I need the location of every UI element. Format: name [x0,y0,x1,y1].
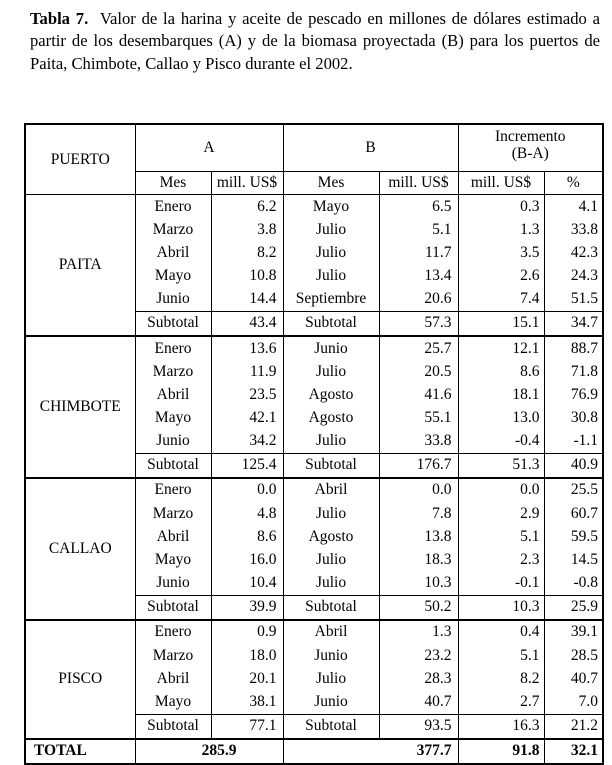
inc-value-cell: 8.2 [458,667,544,690]
mes-a-cell: Mayo [135,265,211,288]
mes-b-cell: Agosto [283,525,379,548]
value-a-cell: 0.9 [211,620,283,644]
inc-value-cell: 12.1 [458,336,544,360]
inc-pct-cell: 76.9 [544,383,603,406]
value-b-cell: 13.8 [379,525,458,548]
subtotal-value-b-cell: 176.7 [379,453,458,478]
inc-value-cell: 3.5 [458,241,544,264]
value-b-cell: 18.3 [379,548,458,571]
inc-value-cell: 0.0 [458,478,544,502]
header-inc-line1: Incremento [494,128,566,145]
inc-pct-cell: 42.3 [544,241,603,264]
mes-b-cell: Agosto [283,383,379,406]
inc-pct-cell: 28.5 [544,644,603,667]
mes-a-cell: Enero [135,195,211,219]
subtotal-inc-pct-cell: 34.7 [544,311,603,336]
caption-text: Valor de la harina y aceite de pescado en millones de dólares estimado a partir de los desembarques (A) y de la biomasa proyectada (B) para los puertos de Paita, Chimbote, Callao y Pisco durante el 2002. [30,9,601,73]
inc-value-cell: 2.6 [458,265,544,288]
value-b-cell: 25.7 [379,336,458,360]
inc-value-cell: -0.4 [458,430,544,454]
header-row-1 [25,124,603,172]
subtotal-inc-value-cell: 51.3 [458,453,544,478]
header-inc-line2: (B-A) [511,145,549,162]
mes-a-cell: Marzo [135,502,211,525]
total-a: 285.9 [135,739,283,764]
inc-pct-cell: 40.7 [544,667,603,690]
value-a-cell: 16.0 [211,548,283,571]
inc-value-cell: 2.3 [458,548,544,571]
header-a: A [135,124,283,172]
mes-a-cell: Abril [135,383,211,406]
value-b-cell: 1.3 [379,620,458,644]
data-table [24,123,604,765]
value-b-cell: 55.1 [379,407,458,430]
inc-pct-cell: 30.8 [544,407,603,430]
header-b: B [283,124,458,172]
port-name: PISCO [25,620,135,739]
mes-a-cell: Abril [135,667,211,690]
port-name: CALLAO [25,478,135,620]
inc-pct-cell: 24.3 [544,265,603,288]
subtotal-mes-b-cell: Subtotal [283,714,379,739]
subtotal-mes-a-cell: Subtotal [135,311,211,336]
mes-a-cell: Abril [135,525,211,548]
mes-b-cell: Julio [283,360,379,383]
inc-value-cell: 0.4 [458,620,544,644]
value-a-cell: 10.8 [211,265,283,288]
subtotal-mes-a-cell: Subtotal [135,453,211,478]
inc-pct-cell: 88.7 [544,336,603,360]
subtotal-inc-pct-cell: 40.9 [544,453,603,478]
inc-pct-cell: 71.8 [544,360,603,383]
header-mes-b: Mes [283,172,379,195]
mes-a-cell: Mayo [135,548,211,571]
header-incremento [458,124,603,172]
value-a-cell: 8.2 [211,241,283,264]
mes-a-cell: Junio [135,288,211,312]
mes-b-cell: Abril [283,478,379,502]
value-b-cell: 41.6 [379,383,458,406]
value-a-cell: 6.2 [211,195,283,219]
mes-b-cell: Agosto [283,407,379,430]
value-a-cell: 10.4 [211,572,283,596]
inc-value-cell: 7.4 [458,288,544,312]
mes-b-cell: Julio [283,572,379,596]
mes-b-cell: Mayo [283,195,379,219]
table-caption [30,8,600,75]
value-a-cell: 11.9 [211,360,283,383]
value-b-cell: 11.7 [379,241,458,264]
total-label: TOTAL [25,739,135,764]
inc-value-cell: 13.0 [458,407,544,430]
mes-b-cell: Julio [283,667,379,690]
value-b-cell: 20.6 [379,288,458,312]
subtotal-inc-pct-cell: 25.9 [544,595,603,620]
value-a-cell: 20.1 [211,667,283,690]
caption-label: Tabla 7. [30,9,89,28]
header-mill-b: mill. US$ [379,172,458,195]
value-a-cell: 14.4 [211,288,283,312]
value-b-cell: 40.7 [379,690,458,714]
mes-b-cell: Junio [283,336,379,360]
value-a-cell: 34.2 [211,430,283,454]
header-mill-a: mill. US$ [211,172,283,195]
value-a-cell: 13.6 [211,336,283,360]
value-a-cell: 3.8 [211,218,283,241]
inc-pct-cell: 14.5 [544,548,603,571]
inc-pct-cell: 4.1 [544,195,603,219]
subtotal-value-a-cell: 39.9 [211,595,283,620]
table-row [25,478,603,502]
mes-a-cell: Enero [135,336,211,360]
mes-b-cell: Julio [283,548,379,571]
mes-b-cell: Julio [283,430,379,454]
mes-b-cell: Julio [283,502,379,525]
mes-b-cell: Junio [283,690,379,714]
value-a-cell: 38.1 [211,690,283,714]
total-row [25,739,603,764]
mes-a-cell: Marzo [135,644,211,667]
inc-pct-cell: -0.8 [544,572,603,596]
inc-pct-cell: 39.1 [544,620,603,644]
mes-a-cell: Enero [135,620,211,644]
value-b-cell: 13.4 [379,265,458,288]
value-b-cell: 10.3 [379,572,458,596]
port-name: PAITA [25,195,135,336]
inc-pct-cell: 51.5 [544,288,603,312]
inc-pct-cell: 7.0 [544,690,603,714]
inc-value-cell: 18.1 [458,383,544,406]
value-b-cell: 0.0 [379,478,458,502]
header-mill-inc: mill. US$ [458,172,544,195]
header-mes-a: Mes [135,172,211,195]
inc-value-cell: 2.9 [458,502,544,525]
inc-value-cell: 5.1 [458,644,544,667]
mes-b-cell: Abril [283,620,379,644]
inc-pct-cell: -1.1 [544,430,603,454]
mes-b-cell: Julio [283,241,379,264]
port-name: CHIMBOTE [25,336,135,478]
inc-value-cell: 8.6 [458,360,544,383]
subtotal-mes-b-cell: Subtotal [283,311,379,336]
inc-pct-cell: 60.7 [544,502,603,525]
subtotal-mes-a-cell: Subtotal [135,714,211,739]
value-b-cell: 20.5 [379,360,458,383]
mes-a-cell: Marzo [135,218,211,241]
inc-value-cell: 0.3 [458,195,544,219]
mes-b-cell: Julio [283,265,379,288]
mes-a-cell: Enero [135,478,211,502]
inc-value-cell: 2.7 [458,690,544,714]
value-b-cell: 7.8 [379,502,458,525]
inc-pct-cell: 33.8 [544,218,603,241]
table-row [25,620,603,644]
mes-a-cell: Junio [135,430,211,454]
mes-a-cell: Marzo [135,360,211,383]
subtotal-value-a-cell: 125.4 [211,453,283,478]
subtotal-inc-value-cell: 10.3 [458,595,544,620]
total-pct: 32.1 [544,739,603,764]
value-a-cell: 8.6 [211,525,283,548]
mes-a-cell: Mayo [135,407,211,430]
subtotal-value-b-cell: 93.5 [379,714,458,739]
value-b-cell: 6.5 [379,195,458,219]
value-b-cell: 5.1 [379,218,458,241]
mes-b-cell: Junio [283,644,379,667]
mes-b-cell: Julio [283,218,379,241]
header-pct: % [544,172,603,195]
table-row [25,195,603,219]
mes-a-cell: Junio [135,572,211,596]
value-a-cell: 42.1 [211,407,283,430]
subtotal-inc-value-cell: 16.3 [458,714,544,739]
header-puerto: PUERTO [25,124,135,195]
mes-a-cell: Abril [135,241,211,264]
table-row [25,336,603,360]
value-a-cell: 4.8 [211,502,283,525]
value-a-cell: 23.5 [211,383,283,406]
subtotal-value-b-cell: 57.3 [379,311,458,336]
subtotal-inc-pct-cell: 21.2 [544,714,603,739]
total-inc: 91.8 [458,739,544,764]
inc-value-cell: 5.1 [458,525,544,548]
subtotal-mes-b-cell: Subtotal [283,453,379,478]
subtotal-inc-value-cell: 15.1 [458,311,544,336]
inc-value-cell: -0.1 [458,572,544,596]
value-b-cell: 23.2 [379,644,458,667]
inc-pct-cell: 25.5 [544,478,603,502]
value-a-cell: 0.0 [211,478,283,502]
mes-b-cell: Septiembre [283,288,379,312]
mes-a-cell: Mayo [135,690,211,714]
value-b-cell: 28.3 [379,667,458,690]
subtotal-value-b-cell: 50.2 [379,595,458,620]
subtotal-mes-b-cell: Subtotal [283,595,379,620]
subtotal-value-a-cell: 77.1 [211,714,283,739]
value-b-cell: 33.8 [379,430,458,454]
inc-value-cell: 1.3 [458,218,544,241]
subtotal-value-a-cell: 43.4 [211,311,283,336]
total-b: 377.7 [283,739,458,764]
inc-pct-cell: 59.5 [544,525,603,548]
subtotal-mes-a-cell: Subtotal [135,595,211,620]
value-a-cell: 18.0 [211,644,283,667]
